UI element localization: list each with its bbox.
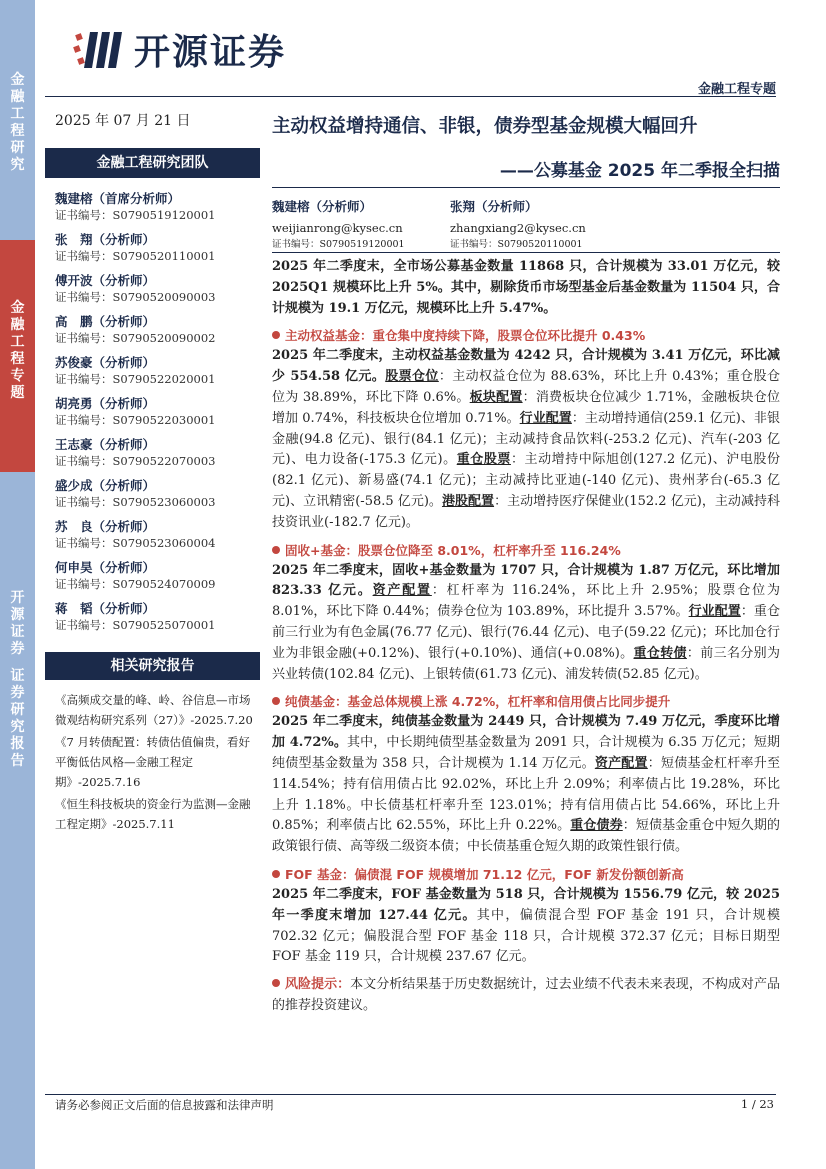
side-tab-char: 研: [10, 702, 25, 718]
left-column: [45, 148, 260, 836]
side-tab-char: 报: [10, 736, 25, 752]
team-member-cert: 证书编号：S0790523060003: [55, 495, 216, 509]
side-tab-char: 工: [10, 106, 25, 122]
side-tab-char: 程: [10, 123, 25, 139]
intro-paragraph: 2025 年二季度末，全市场公募基金数量 11868 只，合计规模为 33.01 万亿元，较 2025Q1 规模环比上升 5%。其中，剔除货币市场型基金后基金数量为 11504 只，合计规模为 19.1 万亿元，规模环比上升 5.47%。: [272, 259, 780, 316]
side-tab-char: 开: [10, 590, 25, 606]
brand-name: 开源证券: [134, 32, 287, 73]
side-tab-char: 券: [10, 641, 25, 657]
team-member-name: 胡亮勇（分析师）: [55, 396, 156, 411]
team-member-name: 魏建榕（首席分析师）: [55, 191, 181, 206]
side-tab-char: 题: [10, 385, 25, 401]
bullet-icon: [272, 546, 280, 554]
report-summary: [272, 257, 780, 1024]
side-tab-research: [0, 0, 35, 240]
risk-warning: 风险提示：本文分析结果基于历史数据统计，过去业绩不代表未来表现，不构成对产品的推荐投资建议。: [272, 977, 780, 1013]
side-tab-char: 工: [10, 334, 25, 350]
section-body-fof: 2025 年二季度末，FOF 基金数量为 518 只，合计规模为 1556.79 亿元，较 2025 年一季度末增加 127.44 亿元。其中，偏债混合型 FOF 基金 191 只，合计规模 702.32 亿元；偏股混合型 FOF 基金 118 只，合计规模 372.37 亿元；目标日期型 FOF 基金 119 只，合计规模 237.67 亿元。: [272, 886, 780, 965]
author-email[interactable]: zhangxiang2@kysec.cn: [450, 221, 586, 235]
team-member: [55, 518, 260, 552]
author-email[interactable]: weijianrong@kysec.cn: [272, 221, 403, 235]
side-tab-char: 研: [10, 140, 25, 156]
author-name: 张翔（分析师）: [450, 199, 538, 214]
brand-logo: [70, 24, 286, 75]
bullet-icon: [272, 331, 280, 339]
author-name: 魏建榕（分析师）: [272, 199, 373, 214]
header-divider: [45, 96, 776, 97]
team-member-name: 傅开波（分析师）: [55, 273, 156, 288]
side-tab-char: 究: [10, 719, 25, 735]
report-subtitle: ——公募基金 2025 年二季报全扫描: [499, 161, 780, 181]
author-card: [450, 198, 586, 252]
team-member-cert: 证书编号：S0790523060004: [55, 536, 216, 550]
side-tab-char: 融: [10, 89, 25, 105]
team-member-cert: 证书编号：S0790522020001: [55, 372, 216, 386]
team-member-cert: 证书编号：S0790520110001: [55, 249, 216, 263]
team-member-name: 苏 良（分析师）: [55, 519, 156, 534]
related-reports-header: 相关研究报告: [45, 652, 260, 680]
report-category: 金融工程专题: [697, 82, 776, 97]
team-member-cert: 证书编号：S0790524070009: [55, 577, 216, 591]
team-member: [55, 436, 260, 470]
footer-disclaimer: 请务必参阅正文后面的信息披露和法律声明: [55, 1098, 274, 1112]
side-tab-char: 告: [10, 753, 25, 769]
section-heading-pure-bond: 纯债基金：基金总体规模上涨 4.72%，杠杆率和信用债占比同步提升: [272, 692, 780, 712]
team-member: [55, 477, 260, 511]
bullet-icon: [272, 870, 280, 878]
related-reports-list: [45, 690, 260, 834]
section-body-fixed-plus: 2025 年二季度末，固收+基金数量为 1707 只，合计规模为 1.87 万亿元，环比增加 823.33 亿元。资产配置：杠杆率为 116.24%，环比上升 2.95%；股票仓位为 8.01%，环比下降 0.44%；债券仓位为 103.89%，环比提升 3.57%。行业配置：重仓前三行业为有色金属(76.77 亿元)、银行(76.44 亿元)、电子(59.22 亿元)；环比加仓行业为非银金融(+0.12%)、银行(+0.10%)、通信(+0.08%)。重仓转债：前三名分别为兴业转债(102.84 亿元)、上银转债(61.73 亿元)、浦发转债(52.85 亿元)。: [272, 562, 780, 682]
section-heading-active-equity: 主动权益基金：重仓集中度持续下降，股票仓位环比提升 0.43%: [272, 326, 780, 346]
author-divider: [272, 252, 780, 253]
team-member-name: 张 翔（分析师）: [55, 232, 156, 247]
side-tab-topic: [0, 240, 35, 472]
team-header: 金融工程研究团队: [45, 148, 260, 178]
title-divider: [272, 187, 780, 188]
team-member-name: 王志豪（分析师）: [55, 437, 156, 452]
team-member-cert: 证书编号：S0790525070001: [55, 618, 216, 632]
team-list: [45, 190, 260, 634]
team-member-cert: 证书编号：S0790520090003: [55, 290, 216, 304]
related-report-link[interactable]: 《7 月转债配置：转债估值偏贵，看好平衡低估风格—金融工程定期》-2025.7.16: [55, 735, 250, 789]
side-tab-brand: [0, 472, 35, 1169]
page-number: 1 / 23: [740, 1097, 774, 1111]
team-member: [55, 559, 260, 593]
team-member-name: 盛少成（分析师）: [55, 478, 156, 493]
section-body-pure-bond: 2025 年二季度末，纯债基金数量为 2449 只，合计规模为 7.49 万亿元，季度环比增加 4.72%。其中，中长期纯债型基金数量为 2091 只，合计规模为 6.35 万亿元；短期纯债型基金数量为 358 只，合计规模为 1.14 万亿元。资产配置：短债基金杠杆率升至 114.54%；持有信用债占比 92.02%，环比上升 2.09%；利率债占比 19.28%，环比上升 1.18%。中长债基杠杆率升至 123.01%；持有信用债占比 54.66%，环比上升 0.85%；利率债占比 62.55%，环比上升 0.22%。重仓债券：短债基金重仓中短久期的政策银行债、高等级二级资本债；中长债基重仓短久期的政策性银行债。: [272, 714, 780, 855]
team-member-cert: 证书编号：S0790519120001: [55, 208, 216, 222]
side-tab-char: 程: [10, 351, 25, 367]
side-tab-char: 金: [10, 72, 25, 88]
section-body-active-equity: 2025 年二季度末，主动权益基金数量为 4242 只，合计规模为 3.41 万亿元，环比减少 554.58 亿元。股票仓位：主动权益仓位为 88.63%，环比上升 0.43%；重仓股仓位为 38.89%，环比下降 0.6%。板块配置：消费板块仓位减少 1.71%，金融板块仓位增加 0.74%，科技板块仓位增加 0.71%。行业配置：主动增持通信(259.1 亿元)、非银金融(94.8 亿元)、银行(84.1 亿元)；主动减持食品饮料(-253.2 亿元)、汽车(-203 亿元)、电力设备(-175.3 亿元)。重仓股票：主动增持中际旭创(127.2 亿元)、沪电股份(82.1 亿元)、新易盛(74.1 亿元)；主动减持比亚迪(-140 亿元)、贵州茅台(-65.3 亿元)、立讯精密(-58.5 亿元)。港股配置：主动增持医疗保健业(152.2 亿元)，主动减持科技资讯业(-182.7 亿元)。: [272, 348, 780, 530]
author-card: [272, 198, 405, 252]
side-tab-char: 金: [10, 300, 25, 316]
team-member: [55, 231, 260, 265]
related-report-link[interactable]: 《恒生科技板块的资金行为监测—金融工程定期》-2025.7.11: [55, 797, 251, 831]
bullet-icon: [272, 979, 280, 987]
footer-divider: [45, 1094, 776, 1095]
team-member: [55, 354, 260, 388]
team-member: [55, 395, 260, 429]
team-member: [55, 190, 260, 224]
side-tab-char: 证: [10, 668, 25, 684]
side-tab-char: 融: [10, 317, 25, 333]
team-member: [55, 272, 260, 306]
team-member-name: 蒋 韬（分析师）: [55, 601, 156, 616]
bullet-icon: [272, 697, 280, 705]
team-member-name: 高 鹏（分析师）: [55, 314, 156, 329]
report-date: 2025 年 07 月 21 日: [55, 113, 191, 129]
team-member-cert: 证书编号：S0790522070003: [55, 454, 216, 468]
brand-mark-icon: [70, 26, 130, 74]
side-tab-char: 专: [10, 368, 25, 384]
risk-label: 风险提示：: [272, 977, 350, 992]
team-member-cert: 证书编号：S0790522030001: [55, 413, 216, 427]
team-member: [55, 313, 260, 347]
side-tab-char: 究: [10, 157, 25, 173]
side-tab-char: 证: [10, 624, 25, 640]
side-tab-char: 券: [10, 685, 25, 701]
section-heading-fof: FOF 基金：偏债混 FOF 规模增加 71.12 亿元，FOF 新发份额创新高: [272, 865, 780, 885]
section-heading-fixed-plus: 固收+基金：股票仓位降至 8.01%，杠杆率升至 116.24%: [272, 541, 780, 561]
author-cert: 证书编号：S0790520110001: [450, 239, 583, 250]
team-member-name: 苏俊豪（分析师）: [55, 355, 156, 370]
author-cert: 证书编号：S0790519120001: [272, 239, 405, 250]
team-member: [55, 600, 260, 634]
related-report-link[interactable]: 《高频成交量的峰、岭、谷信息—市场微观结构研究系列（27）》-2025.7.20: [55, 693, 253, 727]
team-member-cert: 证书编号：S0790520090002: [55, 331, 216, 345]
side-tab-char: 源: [10, 607, 25, 623]
report-title: 主动权益增持通信、非银，债券型基金规模大幅回升: [272, 116, 698, 137]
team-member-name: 何申昊（分析师）: [55, 560, 156, 575]
